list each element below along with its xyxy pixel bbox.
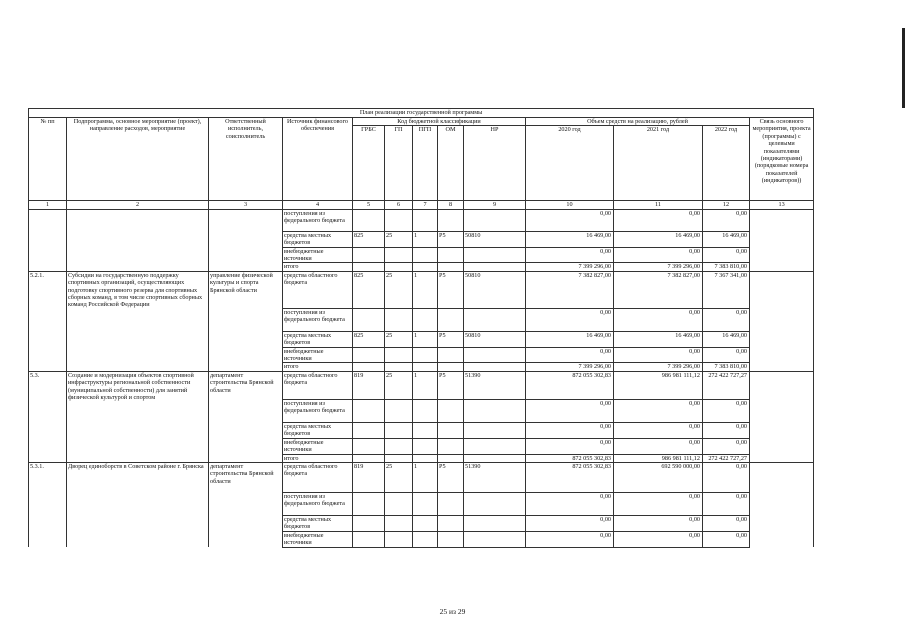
cell-gp — [385, 363, 413, 371]
cell-grbs — [353, 454, 385, 462]
cell-grbs — [353, 347, 385, 363]
cell-source: поступления из федерального бюджета — [283, 308, 353, 331]
cell-2022: 0,00 — [703, 209, 750, 231]
cell-pgp: 1 — [413, 331, 438, 347]
cell-2022: 0,00 — [703, 515, 750, 531]
cell-om — [438, 399, 464, 422]
cell-2021: 0,00 — [614, 209, 703, 231]
cell-2020: 0,00 — [526, 308, 614, 331]
cell-om — [438, 263, 464, 271]
cell-2021: 16 469,00 — [614, 231, 703, 247]
cell-source: внебюджетные источники — [283, 531, 353, 547]
header-2020: 2020 год — [526, 126, 614, 201]
cell-om — [438, 347, 464, 363]
col-number: 6 — [385, 201, 413, 209]
cell-2020: 7 399 296,00 — [526, 363, 614, 371]
cell-source: поступления из федерального бюджета — [283, 209, 353, 231]
cell-source: поступления из федерального бюджета — [283, 399, 353, 422]
header-pgp: ПГП — [413, 126, 438, 201]
cell-2020: 0,00 — [526, 438, 614, 454]
cell-nr — [464, 531, 526, 547]
cell-source-total: итого — [283, 263, 353, 271]
cell-om — [438, 422, 464, 438]
cell-grbs: 825 — [353, 231, 385, 247]
cell-pgp — [413, 263, 438, 271]
cell-link — [750, 462, 814, 547]
cell-link — [750, 371, 814, 462]
cell-nr — [464, 492, 526, 515]
cell-gp — [385, 531, 413, 547]
cell-nr — [464, 263, 526, 271]
cell-source: средства местных бюджетов — [283, 331, 353, 347]
cell-grbs — [353, 263, 385, 271]
cell-source: средства областного бюджета — [283, 271, 353, 308]
cell-name: Создание и модернизация объектов спортивной инфраструктуры региональной собственности (муниципальной собственности) для занятий физической культурой и спортом — [67, 371, 209, 462]
cell-pgp — [413, 492, 438, 515]
cell-2021: 7 382 827,00 — [614, 271, 703, 308]
cell-source: средства местных бюджетов — [283, 231, 353, 247]
header-source: Источник финансового обеспечения — [283, 118, 353, 201]
cell-pgp — [413, 399, 438, 422]
col-number: 7 — [413, 201, 438, 209]
cell-executor — [209, 209, 283, 271]
header-link: Связь основного мероприятия, проекта (программы) с целевыми показателями (индикаторами) (порядковые номера показателей (индикаторов)) — [750, 118, 814, 201]
cell-grbs: 819 — [353, 462, 385, 492]
cell-2022: 0,00 — [703, 531, 750, 547]
cell-source-total: итого — [283, 454, 353, 462]
cell-2022: 7 367 341,00 — [703, 271, 750, 308]
cell-grbs — [353, 438, 385, 454]
cell-om — [438, 438, 464, 454]
cell-grbs: 819 — [353, 371, 385, 399]
cell-2020: 0,00 — [526, 515, 614, 531]
cell-2022: 0,00 — [703, 247, 750, 263]
header-executor: Ответственный исполнитель, соисполнитель — [209, 118, 283, 201]
cell-2020: 0,00 — [526, 422, 614, 438]
cell-nr — [464, 209, 526, 231]
cell-2021: 0,00 — [614, 399, 703, 422]
cell-source: поступления из федерального бюджета — [283, 492, 353, 515]
cell-nr: 50810 — [464, 271, 526, 308]
cell-source: средства местных бюджетов — [283, 515, 353, 531]
cell-pgp — [413, 422, 438, 438]
cell-source: средства местных бюджетов — [283, 422, 353, 438]
cell-2022: 7 383 810,00 — [703, 263, 750, 271]
header-2021: 2021 год — [614, 126, 703, 201]
cell-pgp — [413, 308, 438, 331]
cell-2022: 0,00 — [703, 438, 750, 454]
cell-om — [438, 247, 464, 263]
col-number: 8 — [438, 201, 464, 209]
cell-source: внебюджетные источники — [283, 247, 353, 263]
cell-nr: 50810 — [464, 331, 526, 347]
cell-nr — [464, 399, 526, 422]
cell-gp — [385, 247, 413, 263]
cell-gp — [385, 422, 413, 438]
col-number: 2 — [67, 201, 209, 209]
cell-2020: 7 382 827,00 — [526, 271, 614, 308]
cell-2021: 16 469,00 — [614, 331, 703, 347]
cell-gp — [385, 209, 413, 231]
cell-2021: 0,00 — [614, 492, 703, 515]
cell-gp — [385, 454, 413, 462]
cell-om: P5 — [438, 271, 464, 308]
cell-nr — [464, 515, 526, 531]
cell-grbs — [353, 399, 385, 422]
cell-executor: департамент строительства Брянской области — [209, 462, 283, 547]
cell-om: P5 — [438, 231, 464, 247]
cell-num — [29, 209, 67, 271]
cell-gp — [385, 399, 413, 422]
cell-gp — [385, 492, 413, 515]
header-grbs: ГРБС — [353, 126, 385, 201]
cell-link — [750, 271, 814, 371]
cell-2020: 7 399 296,00 — [526, 263, 614, 271]
col-number: 5 — [353, 201, 385, 209]
cell-nr: 51390 — [464, 462, 526, 492]
cell-num: 5.2.1. — [29, 271, 67, 371]
cell-2020: 872 055 302,83 — [526, 454, 614, 462]
cell-2021: 0,00 — [614, 515, 703, 531]
cell-pgp — [413, 531, 438, 547]
plan-table-wrapper — [28, 108, 813, 548]
cell-nr: 50810 — [464, 231, 526, 247]
cell-grbs — [353, 209, 385, 231]
col-number: 1 — [29, 201, 67, 209]
cell-2022: 0,00 — [703, 462, 750, 492]
header-volume: Объем средств на реализацию, рублей — [526, 118, 750, 126]
cell-source: средства областного бюджета — [283, 371, 353, 399]
cell-pgp — [413, 454, 438, 462]
cell-pgp: 1 — [413, 271, 438, 308]
cell-gp — [385, 308, 413, 331]
col-number: 13 — [750, 201, 814, 209]
cell-pgp: 1 — [413, 462, 438, 492]
cell-nr — [464, 422, 526, 438]
cell-2021: 0,00 — [614, 531, 703, 547]
cell-2020: 872 055 302,83 — [526, 462, 614, 492]
plan-table — [28, 108, 814, 548]
cell-grbs — [353, 247, 385, 263]
cell-2022: 7 383 810,00 — [703, 363, 750, 371]
cell-source: внебюджетные источники — [283, 438, 353, 454]
cell-grbs — [353, 422, 385, 438]
cell-2020: 0,00 — [526, 492, 614, 515]
cell-2021: 7 399 296,00 — [614, 363, 703, 371]
cell-num: 5.3.1. — [29, 462, 67, 547]
header-nr: НР — [464, 126, 526, 201]
col-number: 11 — [614, 201, 703, 209]
cell-2022: 16 469,00 — [703, 331, 750, 347]
cell-om: P5 — [438, 462, 464, 492]
cell-2020: 0,00 — [526, 247, 614, 263]
cell-name — [67, 209, 209, 271]
cell-2022: 16 469,00 — [703, 231, 750, 247]
cell-nr — [464, 247, 526, 263]
cell-2021: 692 590 000,00 — [614, 462, 703, 492]
cell-gp: 25 — [385, 371, 413, 399]
cell-grbs — [353, 363, 385, 371]
cell-2022: 272 422 727,27 — [703, 454, 750, 462]
cell-executor: департамент строительства Брянской области — [209, 371, 283, 462]
cell-gp: 25 — [385, 271, 413, 308]
cell-2020: 0,00 — [526, 531, 614, 547]
cell-name: Субсидии на государственную поддержку спортивных организаций, осуществляющих подготовку спортивного резерва для спортивных сборных команд, в том числе спортивных сборных команд Российской Федерации — [67, 271, 209, 371]
cell-grbs: 825 — [353, 271, 385, 308]
cell-pgp — [413, 363, 438, 371]
cell-pgp: 1 — [413, 371, 438, 399]
cell-nr: 51390 — [464, 371, 526, 399]
cell-om: P5 — [438, 371, 464, 399]
cell-gp: 25 — [385, 462, 413, 492]
cell-om: P5 — [438, 331, 464, 347]
cell-nr — [464, 347, 526, 363]
cell-2021: 0,00 — [614, 438, 703, 454]
cell-2021: 0,00 — [614, 308, 703, 331]
cell-gp — [385, 263, 413, 271]
cell-2022: 0,00 — [703, 308, 750, 331]
cell-num: 5.3. — [29, 371, 67, 462]
cell-grbs: 825 — [353, 331, 385, 347]
cell-2020: 16 469,00 — [526, 331, 614, 347]
cell-2021: 986 981 111,12 — [614, 371, 703, 399]
cell-grbs — [353, 308, 385, 331]
cell-source-total: итого — [283, 363, 353, 371]
cell-nr — [464, 363, 526, 371]
header-name: Подпрограмма, основное мероприятие (проект), направление расходов, мероприятие — [67, 118, 209, 201]
col-number: 4 — [283, 201, 353, 209]
cell-om — [438, 363, 464, 371]
cell-grbs — [353, 492, 385, 515]
cell-2022: 272 422 727,27 — [703, 371, 750, 399]
header-num: № пп — [29, 118, 67, 201]
page-number: 25 из 29 — [439, 607, 466, 616]
cell-2021: 986 981 111,12 — [614, 454, 703, 462]
plan-title: План реализации государственной программы — [29, 109, 814, 118]
cell-2021: 0,00 — [614, 347, 703, 363]
cell-2020: 16 469,00 — [526, 231, 614, 247]
cell-pgp — [413, 438, 438, 454]
cell-pgp — [413, 247, 438, 263]
cell-pgp — [413, 209, 438, 231]
cell-grbs — [353, 531, 385, 547]
cell-gp: 25 — [385, 231, 413, 247]
cell-2020: 0,00 — [526, 399, 614, 422]
cell-2022: 0,00 — [703, 347, 750, 363]
cell-2021: 0,00 — [614, 247, 703, 263]
col-number: 12 — [703, 201, 750, 209]
cell-gp — [385, 347, 413, 363]
cell-pgp: 1 — [413, 231, 438, 247]
cell-2020: 872 055 302,83 — [526, 371, 614, 399]
cell-link — [750, 209, 814, 271]
col-number: 9 — [464, 201, 526, 209]
cell-pgp — [413, 515, 438, 531]
header-om: ОМ — [438, 126, 464, 201]
cell-om — [438, 454, 464, 462]
cell-om — [438, 531, 464, 547]
cell-2021: 0,00 — [614, 422, 703, 438]
cell-om — [438, 308, 464, 331]
cell-2020: 0,00 — [526, 347, 614, 363]
col-number: 10 — [526, 201, 614, 209]
cell-source: средства областного бюджета — [283, 462, 353, 492]
header-2022: 2022 год — [703, 126, 750, 201]
cell-om — [438, 209, 464, 231]
cell-gp: 25 — [385, 331, 413, 347]
cell-nr — [464, 308, 526, 331]
header-gp: ГП — [385, 126, 413, 201]
cell-executor: управление физической культуры и спорта Брянской области — [209, 271, 283, 371]
cell-pgp — [413, 347, 438, 363]
header-kbk: Код бюджетной классификации — [353, 118, 526, 126]
cell-2020: 0,00 — [526, 209, 614, 231]
cell-nr — [464, 438, 526, 454]
cell-name: Дворец единоборств в Советском районе г. Брянска — [67, 462, 209, 547]
cell-2022: 0,00 — [703, 492, 750, 515]
cell-nr — [464, 454, 526, 462]
col-number: 3 — [209, 201, 283, 209]
cell-2022: 0,00 — [703, 399, 750, 422]
cell-2022: 0,00 — [703, 422, 750, 438]
cell-om — [438, 515, 464, 531]
cell-source: внебюджетные источники — [283, 347, 353, 363]
cell-gp — [385, 438, 413, 454]
cell-grbs — [353, 515, 385, 531]
cell-gp — [385, 515, 413, 531]
cell-om — [438, 492, 464, 515]
cell-2021: 7 399 296,00 — [614, 263, 703, 271]
